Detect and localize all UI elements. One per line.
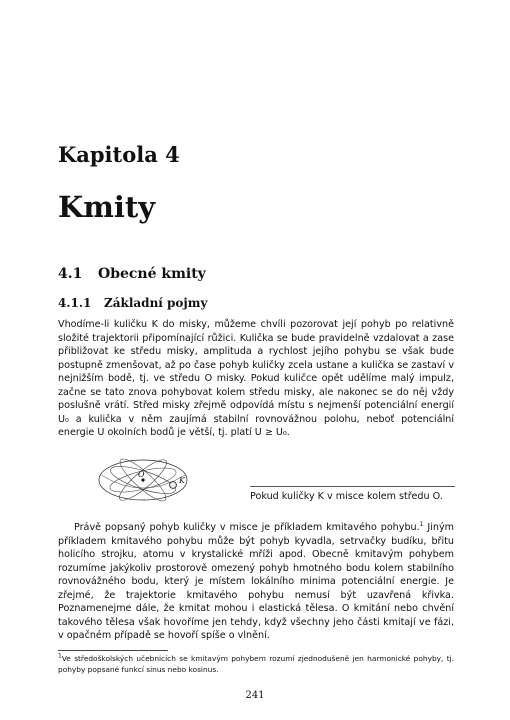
footnote-text: Ve středoškolských učebnicích se kmitavým pohybem rozumí zjednodušeně jen harmonické pohyby, tj. pohyby popsané funkcí sinus nebo kosinus. — [58, 654, 454, 674]
caption-rule — [250, 486, 455, 487]
section-title: Obecné kmity — [98, 266, 206, 282]
subsection-heading — [58, 296, 207, 310]
subsection-title: Základní pojmy — [104, 296, 208, 310]
center-label: O — [138, 470, 145, 479]
ball-k — [170, 482, 177, 489]
ball-label: K — [179, 476, 185, 485]
bowl-figure — [95, 453, 195, 513]
section-heading — [58, 266, 206, 282]
page-number: 241 — [245, 690, 265, 701]
section-number: 4.1 — [58, 266, 83, 282]
paragraph-intro: Vhodíme-li kuličku K do misky, můžeme chvíli pozorovat její pohyb po relativně složité trajektorii připomínající růžici. Kulička se bude pravidelně vzdalovat a zase přibližovat ke středu misky, amplituda a rychlost jejího pohybu se však bude postupně zmenšovat, až po čase pohyb kuličky zcela ustane a kulička se zastaví v nejnižším bodě, tj. ve středu O misky. Pokud kuličce opět udělíme malý impulz, začne se tato znova pohybovat kolem středu misky, ale nakonec se do něj vždy poslušně vrátí. Střed misky zřejmě odpovídá místu s nejmenší potenciální energií U₀ a kulička v něm zaujímá stabilní rovnovážnou polohu, neboť potenciální energie U okolních bodů je větší, tj. platí U ≥ U₀. — [58, 319, 454, 438]
figure-caption: Pokud kuličky K v misce kolem středu O. — [250, 491, 443, 502]
paragraph-oscillation-rest: Jiným příkladem kmitavého pohybu může být pohyb kyvadla, setrvačky budíku, břitu holicího strojku, atomu v krystalické mříži apod. Obecně kmitavým pohybem rozumíme jakýkoliv prostorově omezený pohyb hmotného bodu kolem stabilního rovnovážného bodu, který je místem lokálního minima potenciální energie. Je zřejmé, že trajektorie kmitavého pohybu nemusí být uzavřená křivka. Poznamenejme dále, že kmitat mohou i elastická tělesa. O kmitání nebo chvění takového tělesa však hovoříme jen tehdy, když všechny jeho části kmitají ve fázi, v opačném případě se hovoří spíše o vlnění. — [58, 522, 454, 641]
chapter-title: Kmity — [58, 190, 156, 224]
footnote — [58, 654, 454, 675]
paragraph-oscillation-lead: Právě popsaný pohyb kuličky v misce je příkladem kmitavého pohybu. — [74, 522, 420, 533]
subsection-number: 4.1.1 — [58, 296, 92, 310]
footnote-reference[interactable]: 1 — [419, 520, 424, 528]
paragraph-oscillation — [58, 521, 454, 643]
footnote-mark: 1 — [58, 652, 62, 660]
footnote-rule — [58, 650, 168, 651]
chapter-label: Kapitola 4 — [58, 142, 180, 167]
